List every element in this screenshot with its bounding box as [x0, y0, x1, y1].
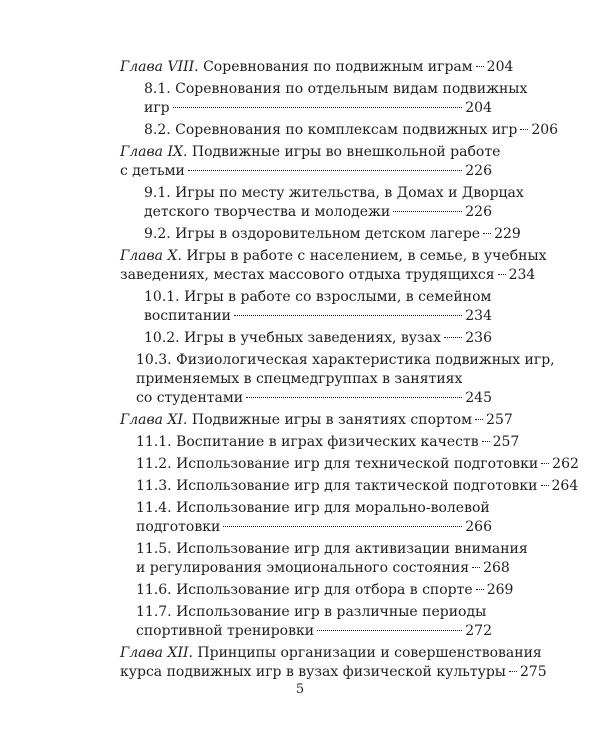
- entry-title-last: 10.2. Игры в учебных заведениях, вузах: [144, 330, 441, 346]
- page-ref: 234: [508, 267, 536, 283]
- dot-leader: [472, 567, 480, 568]
- entry-title-last: детского творчества и молодежи: [144, 204, 391, 220]
- entry-title-last: игр: [144, 100, 170, 116]
- entry-title-line: 11.7. Использование игр в различные периоды: [136, 604, 487, 620]
- toc-section-10-1: [144, 288, 492, 326]
- entry-title-last: воспитании: [144, 308, 231, 324]
- toc-section-11-7: [136, 603, 492, 641]
- entry-title-last: курса подвижных игр в вузах физической культуры: [120, 664, 506, 680]
- dot-leader: [520, 129, 528, 130]
- page-ref: 204: [486, 59, 514, 75]
- entry-title-last: подготовки: [136, 519, 221, 535]
- dot-leader: [509, 671, 517, 672]
- toc-section-11-1: [136, 433, 520, 452]
- toc-section-11-5: [136, 540, 528, 578]
- dot-leader: [475, 419, 483, 420]
- toc-section-11-2: [136, 455, 579, 474]
- toc-section-9-2: [144, 225, 521, 244]
- entry-title-last: 8.2. Соревнования по комплексам подвижных игр: [144, 122, 518, 138]
- dot-leader: [444, 337, 462, 338]
- dot-leader: [246, 397, 462, 398]
- toc-chapter-10: [120, 247, 547, 285]
- toc-section-8-2: [144, 121, 559, 140]
- dot-leader: [541, 463, 549, 464]
- entry-title-line: 8.1. Соревнования по отдельным видам подвижных: [144, 81, 528, 97]
- toc-section-10-3: [136, 351, 555, 408]
- page-ref: 234: [465, 308, 492, 324]
- toc-chapter-11: [120, 411, 513, 430]
- entry-title-last: 9.2. Игры в оздоровительном детском лагере: [144, 226, 481, 242]
- page-number: 5: [295, 682, 305, 697]
- chapter-label: Глава VIII.: [120, 59, 199, 75]
- dot-leader: [476, 66, 484, 67]
- toc-chapter-12: [120, 644, 547, 682]
- entry-title-last: 11.3. Использование игр для тактической подготовки: [136, 478, 538, 494]
- entry-title-line: применяемых в спецмедгруппах в занятиях: [136, 371, 463, 387]
- dot-leader: [188, 170, 462, 171]
- toc-section-11-4: [136, 499, 492, 537]
- page-ref: 226: [465, 163, 492, 179]
- dot-leader: [483, 233, 491, 234]
- page-ref: 275: [519, 664, 547, 680]
- chapter-label: Глава IX.: [120, 144, 188, 160]
- toc-section-11-3: [136, 477, 579, 496]
- page-ref: 257: [486, 412, 513, 428]
- entry-title-line: 10.3. Физиологическая характеристика подвижных игр,: [136, 352, 555, 368]
- entry-title-last: спортивной тренировки: [136, 623, 315, 639]
- page-ref: 272: [465, 623, 492, 639]
- page-ref: 245: [465, 390, 492, 406]
- entry-title-line: Принципы организации и совершенствования: [197, 645, 542, 661]
- entry-title-line: Игры в работе с населением, в семье, в учебных: [186, 248, 547, 264]
- dot-leader: [223, 526, 462, 527]
- toc-chapter-9: [120, 143, 501, 181]
- page-ref: 236: [465, 330, 492, 346]
- dot-leader: [317, 630, 462, 631]
- page-ref: 257: [492, 434, 520, 450]
- toc-section-11-6: [136, 581, 514, 600]
- dot-leader: [482, 441, 490, 442]
- entry-title-last: заведениях, местах массового отдыха трудящихся: [120, 267, 495, 283]
- toc-section-8-1: [144, 80, 528, 118]
- toc-section-10-2: [144, 329, 492, 348]
- entry-title-line: 11.4. Использование игр для морально-волевой: [136, 500, 490, 516]
- toc-section-9-1: [144, 184, 524, 222]
- chapter-label: Глава XI.: [120, 412, 188, 428]
- page-ref: 264: [551, 478, 579, 494]
- page-ref: 206: [531, 122, 559, 138]
- dot-leader: [541, 485, 549, 486]
- page-ref: 229: [494, 226, 521, 242]
- dot-leader: [498, 274, 506, 275]
- entry-title-last: 11.2. Использование игр для технической подготовки: [136, 456, 539, 472]
- table-of-contents: [120, 58, 579, 685]
- chapter-label: Глава X.: [120, 248, 182, 264]
- toc-chapter-8: [120, 58, 514, 77]
- page-ref: 266: [465, 519, 492, 535]
- page-ref: 268: [483, 560, 510, 576]
- page-ref: 262: [552, 456, 579, 472]
- entry-title-last: и регулирования эмоционального состояния: [136, 560, 470, 576]
- dot-leader: [173, 107, 463, 108]
- entry-title-line: 9.1. Игры по месту жительства, в Домах и Дворцах: [144, 185, 524, 201]
- dot-leader: [234, 315, 462, 316]
- page-ref: 204: [465, 100, 492, 116]
- dot-leader: [393, 211, 462, 212]
- entry-title-line: Подвижные игры во внешкольной работе: [191, 144, 501, 160]
- entry-title-last: 11.1. Воспитание в играх физических качеств: [136, 434, 479, 450]
- entry-title-last: со студентами: [136, 390, 244, 406]
- page-ref: 226: [465, 204, 492, 220]
- chapter-label: Глава XII.: [120, 645, 193, 661]
- entry-title-line: 11.5. Использование игр для активизации внимания: [136, 541, 528, 557]
- entry-title-last: с детьми: [120, 163, 185, 179]
- entry-title: Соревнования по подвижным играм: [203, 59, 473, 75]
- page-ref: 269: [486, 582, 514, 598]
- entry-title-last: 11.6. Использование игр для отбора в спорте: [136, 582, 473, 598]
- dot-leader: [476, 589, 484, 590]
- entry-title-line: 10.1. Игры в работе со взрослыми, в семейном: [144, 289, 492, 305]
- entry-title: Подвижные игры в занятиях спортом: [191, 412, 473, 428]
